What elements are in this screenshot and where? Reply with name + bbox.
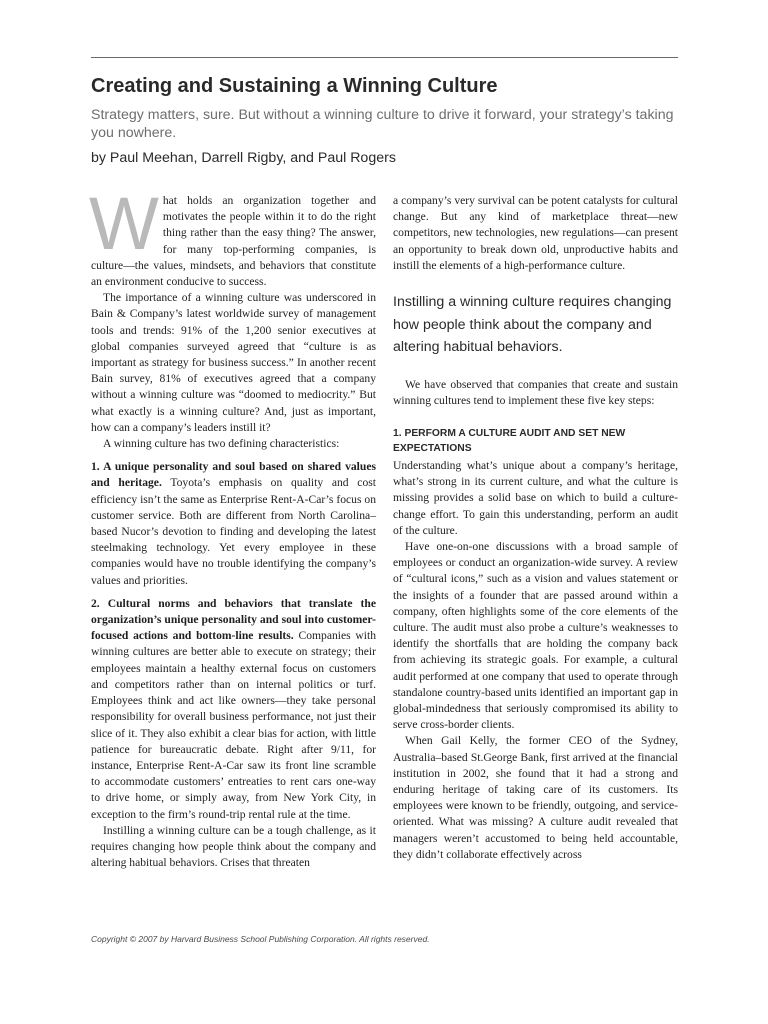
copyright-notice: Copyright © 2007 by Harvard Business School Publishing Corporation. All rights reserved. [91, 934, 430, 944]
characteristic-2-body: Companies with winning cultures are better able to execute on strategy; their employees maintain a healthy external focus on customers and competitors rather than on internal politics or turf. Employees think and act like owners—they take personal responsibility for overall business performance, not just their slice of it. They also exhibit a clear bias for action, with little patience for bureaucratic debate. Right after 9/11, for instance, Enterprise Rent-A-Car saw its front line scramble to accommodate customers’ entreaties to rent cars one-way to drive home, or simply away, from New York City, in exception to the firm’s round-trip rental rule at the time. [91, 629, 377, 821]
step-1-heading: 1. PERFORM A CULTURE AUDIT AND SET NEW EXPECTATIONS [393, 427, 626, 454]
continuation-paragraph: a company’s very survival can be potent catalysts for cultural change. But any kind of marketplace threat—new competitors, new technologies, new regulations—can present an opportunity to break down old, unproductive habits and instill the elements of a high-performance culture. [393, 194, 678, 272]
intro-text: hat holds an organization together and motivates the people within it to do the right thing rather than the easy thing? The answer, for many top-performing companies, is culture—the values, mindsets, and behaviors that constitute an environment conducive to success. [91, 194, 376, 289]
drop-cap: W [89, 182, 159, 265]
body-paragraph: Have one-on-one discussions with a broad sample of employees or conduct an organization-wide survey. A review of “cultural icons,” such as a vision and values statement or the insights of a founder that are passed around within a company, often highlights some of the core elements of the culture. The audit must also probe a culture’s weaknesses to identify the shortfalls that are holding the company back from achieving its strategic goals. For example, a cultural audit performed at one company that used to operate through standalone country-based units identified an important gap in global-mindedness that seriously compromised its ability to serve cross-border clients. [393, 539, 678, 732]
body-paragraph: A winning culture has two defining characteristics: [103, 437, 340, 451]
characteristic-1 [91, 459, 376, 589]
characteristic-2 [91, 596, 376, 823]
characteristic-2-heading: 2. Cultural norms and behaviors that translate the organization’s unique personality and soul into customer-focused actions and bottom-line results. [91, 596, 376, 643]
article-byline: by Paul Meehan, Darrell Rigby, and Paul Rogers [91, 150, 396, 166]
body-paragraph: The importance of a winning culture was underscored in Bain & Company’s latest worldwide survey of management tools and trends: 91% of the 1,200 senior executives at global companies surveyed agreed that “culture is as important as strategy for business success.” In another recent Bain survey, 81% of executives agreed that a company without a winning culture was “doomed to mediocrity.” But what exactly is a winning culture? And, just as important, how can a company’s leaders instill it? [91, 291, 376, 434]
article-title: Creating and Sustaining a Winning Culture [91, 75, 498, 97]
body-paragraph: Understanding what’s unique about a company’s heritage, what’s strong in its current culture, and what the culture is missing provides a solid base on which to build a culture-change effort. To gain this understanding, perform an audit of the culture. [393, 458, 678, 537]
intro-paragraph [89, 182, 376, 290]
right-column [393, 193, 678, 863]
body-paragraph: We have observed that companies that create and sustain winning cultures tend to implement these five key steps: [393, 377, 678, 407]
characteristic-1-heading: 1. A unique personality and soul based on shared values and heritage. [91, 460, 376, 490]
body-paragraph: Instilling a winning culture can be a tough challenge, as it requires changing how people think about the company and altering habitual behaviors. Crises that threaten [91, 823, 376, 870]
characteristic-1-body: Toyota’s emphasis on quality and cost efficiency isn’t the same as Enterprise Rent-A-Car’s focus on customer service. Both are different from North Carolina–based Nucor’s devotion to finding and developing the latest steelmaking technology. Yet every employee in these companies would have no trouble identifying the company’s values and priorities. [91, 476, 376, 587]
body-paragraph: When Gail Kelly, the former CEO of the Sydney, Australia–based St.George Bank, first arrived at the financial institution in 2002, she found that it had a strong and enduring heritage of taking care of its customers. Its employees were known to be friendly, outgoing, and service-oriented. What was missing? A culture audit revealed that managers weren’t accustomed to being held accountable, they didn’t collaborate effectively across [393, 734, 678, 861]
left-column [89, 182, 377, 871]
pull-quote: Instilling a winning culture requires changing how people think about the company and altering habitual behaviors. [393, 294, 672, 356]
top-divider [91, 57, 678, 58]
article-dek: Strategy matters, sure. But without a winning culture to drive it forward, your strategy’s taking you nowhere. [91, 107, 674, 141]
